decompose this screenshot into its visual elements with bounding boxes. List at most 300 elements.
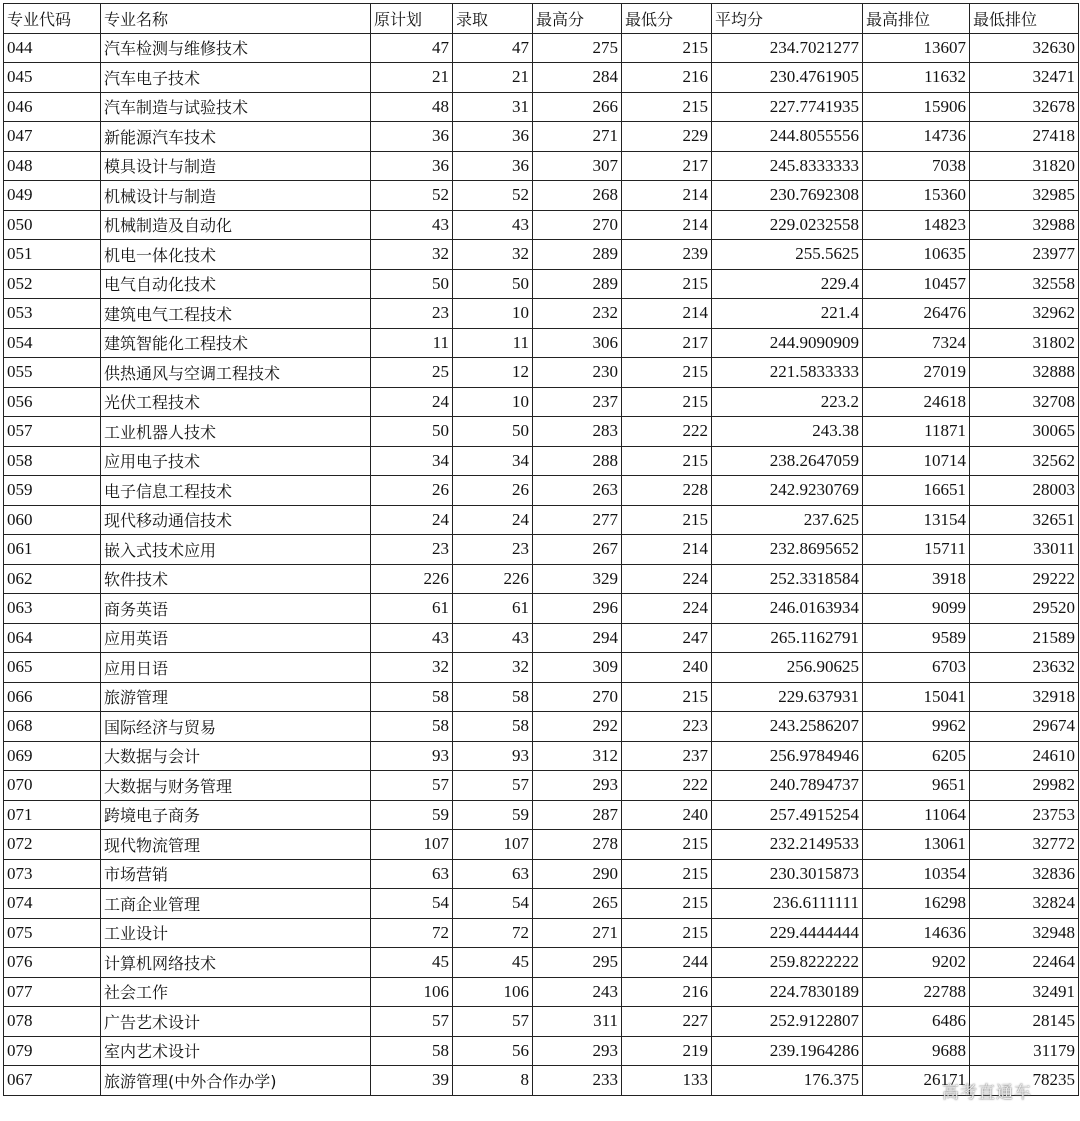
cell-bottom-rank: 32471 [970,63,1079,93]
cell-max-score: 266 [533,92,622,122]
cell-bottom-rank: 32948 [970,918,1079,948]
cell-planned-quota: 57 [371,771,453,801]
cell-major-code: 071 [4,800,101,830]
cell-admitted: 57 [453,771,533,801]
cell-bottom-rank: 32491 [970,977,1079,1007]
cell-planned-quota: 58 [371,682,453,712]
cell-min-score: 215 [622,889,712,919]
table-row [4,269,1079,299]
cell-major-code: 072 [4,830,101,860]
cell-max-score: 267 [533,535,622,565]
cell-max-score: 294 [533,623,622,653]
table-row [4,1007,1079,1037]
cell-major-name: 现代物流管理 [101,830,371,860]
cell-min-score: 239 [622,240,712,270]
cell-min-score: 215 [622,859,712,889]
cell-min-score: 227 [622,1007,712,1037]
cell-top-rank: 15041 [863,682,970,712]
table-row [4,535,1079,565]
cell-max-score: 289 [533,240,622,270]
cell-max-score: 293 [533,771,622,801]
cell-admitted: 72 [453,918,533,948]
column-header-min-score: 最低分 [622,4,712,34]
cell-major-name: 新能源汽车技术 [101,122,371,152]
table-row [4,151,1079,181]
cell-bottom-rank: 32772 [970,830,1079,860]
column-header-planned-quota: 原计划 [371,4,453,34]
cell-admitted: 32 [453,653,533,683]
table-row [4,63,1079,93]
cell-bottom-rank: 32985 [970,181,1079,211]
cell-bottom-rank: 32558 [970,269,1079,299]
cell-major-name: 模具设计与制造 [101,151,371,181]
cell-major-name: 大数据与财务管理 [101,771,371,801]
cell-admitted: 226 [453,564,533,594]
cell-planned-quota: 58 [371,712,453,742]
cell-planned-quota: 32 [371,240,453,270]
cell-top-rank: 26171 [863,1066,970,1096]
cell-avg-score: 229.637931 [712,682,863,712]
cell-top-rank: 6205 [863,741,970,771]
cell-bottom-rank: 22464 [970,948,1079,978]
cell-major-code: 067 [4,1066,101,1096]
table-row [4,505,1079,535]
cell-min-score: 215 [622,92,712,122]
table-row [4,1036,1079,1066]
cell-max-score: 265 [533,889,622,919]
cell-top-rank: 11632 [863,63,970,93]
cell-max-score: 290 [533,859,622,889]
cell-avg-score: 237.625 [712,505,863,535]
cell-max-score: 292 [533,712,622,742]
cell-bottom-rank: 31802 [970,328,1079,358]
table-row [4,299,1079,329]
cell-top-rank: 7324 [863,328,970,358]
cell-major-name: 现代移动通信技术 [101,505,371,535]
cell-avg-score: 232.2149533 [712,830,863,860]
cell-max-score: 271 [533,918,622,948]
cell-admitted: 43 [453,210,533,240]
cell-max-score: 329 [533,564,622,594]
cell-planned-quota: 32 [371,653,453,683]
admission-score-table-container [3,3,1079,1096]
cell-bottom-rank: 29674 [970,712,1079,742]
cell-major-name: 应用英语 [101,623,371,653]
cell-major-code: 059 [4,476,101,506]
cell-avg-score: 256.90625 [712,653,863,683]
cell-major-code: 048 [4,151,101,181]
cell-planned-quota: 36 [371,151,453,181]
cell-major-name: 光伏工程技术 [101,387,371,417]
cell-avg-score: 244.8055556 [712,122,863,152]
cell-max-score: 230 [533,358,622,388]
cell-major-code: 046 [4,92,101,122]
cell-avg-score: 246.0163934 [712,594,863,624]
cell-bottom-rank: 28003 [970,476,1079,506]
cell-admitted: 50 [453,417,533,447]
cell-bottom-rank: 29520 [970,594,1079,624]
cell-admitted: 36 [453,122,533,152]
cell-planned-quota: 25 [371,358,453,388]
cell-max-score: 309 [533,653,622,683]
cell-major-name: 大数据与会计 [101,741,371,771]
cell-major-code: 050 [4,210,101,240]
cell-major-name: 工商企业管理 [101,889,371,919]
cell-top-rank: 13607 [863,33,970,63]
cell-min-score: 214 [622,210,712,240]
cell-major-code: 066 [4,682,101,712]
cell-max-score: 232 [533,299,622,329]
cell-top-rank: 9202 [863,948,970,978]
cell-top-rank: 13061 [863,830,970,860]
table-row [4,417,1079,447]
cell-avg-score: 236.6111111 [712,889,863,919]
cell-max-score: 263 [533,476,622,506]
column-header-major-code: 专业代码 [4,4,101,34]
cell-bottom-rank: 31179 [970,1036,1079,1066]
cell-major-name: 国际经济与贸易 [101,712,371,742]
cell-top-rank: 26476 [863,299,970,329]
cell-planned-quota: 226 [371,564,453,594]
cell-planned-quota: 21 [371,63,453,93]
table-row [4,859,1079,889]
cell-avg-score: 232.8695652 [712,535,863,565]
cell-major-name: 电气自动化技术 [101,269,371,299]
cell-min-score: 215 [622,446,712,476]
cell-planned-quota: 48 [371,92,453,122]
cell-min-score: 215 [622,505,712,535]
cell-admitted: 58 [453,682,533,712]
cell-admitted: 34 [453,446,533,476]
cell-min-score: 229 [622,122,712,152]
cell-max-score: 296 [533,594,622,624]
cell-avg-score: 240.7894737 [712,771,863,801]
cell-top-rank: 14636 [863,918,970,948]
cell-avg-score: 244.9090909 [712,328,863,358]
cell-top-rank: 15360 [863,181,970,211]
header-row [4,4,1079,34]
cell-min-score: 217 [622,328,712,358]
cell-min-score: 215 [622,830,712,860]
cell-top-rank: 6486 [863,1007,970,1037]
cell-max-score: 287 [533,800,622,830]
cell-avg-score: 224.7830189 [712,977,863,1007]
cell-min-score: 222 [622,417,712,447]
cell-min-score: 240 [622,653,712,683]
cell-major-name: 室内艺术设计 [101,1036,371,1066]
cell-top-rank: 24618 [863,387,970,417]
cell-planned-quota: 36 [371,122,453,152]
cell-major-code: 051 [4,240,101,270]
cell-min-score: 222 [622,771,712,801]
cell-major-name: 跨境电子商务 [101,800,371,830]
cell-major-name: 机械制造及自动化 [101,210,371,240]
cell-top-rank: 15711 [863,535,970,565]
cell-top-rank: 10457 [863,269,970,299]
cell-top-rank: 16651 [863,476,970,506]
table-row [4,800,1079,830]
cell-admitted: 11 [453,328,533,358]
cell-planned-quota: 26 [371,476,453,506]
table-row [4,1066,1079,1096]
cell-top-rank: 9651 [863,771,970,801]
cell-avg-score: 257.4915254 [712,800,863,830]
cell-top-rank: 13154 [863,505,970,535]
cell-min-score: 223 [622,712,712,742]
cell-avg-score: 265.1162791 [712,623,863,653]
cell-avg-score: 245.8333333 [712,151,863,181]
cell-max-score: 270 [533,210,622,240]
cell-bottom-rank: 30065 [970,417,1079,447]
cell-top-rank: 10714 [863,446,970,476]
cell-major-name: 汽车电子技术 [101,63,371,93]
cell-bottom-rank: 32678 [970,92,1079,122]
cell-admitted: 58 [453,712,533,742]
cell-major-code: 055 [4,358,101,388]
table-row [4,564,1079,594]
cell-major-code: 073 [4,859,101,889]
cell-min-score: 215 [622,682,712,712]
cell-admitted: 63 [453,859,533,889]
cell-bottom-rank: 32988 [970,210,1079,240]
table-row [4,387,1079,417]
cell-bottom-rank: 32562 [970,446,1079,476]
cell-planned-quota: 58 [371,1036,453,1066]
table-row [4,623,1079,653]
cell-admitted: 50 [453,269,533,299]
cell-major-name: 计算机网络技术 [101,948,371,978]
cell-planned-quota: 34 [371,446,453,476]
table-row [4,33,1079,63]
table-row [4,830,1079,860]
cell-planned-quota: 54 [371,889,453,919]
cell-admitted: 26 [453,476,533,506]
cell-min-score: 217 [622,151,712,181]
cell-major-code: 077 [4,977,101,1007]
cell-max-score: 233 [533,1066,622,1096]
cell-bottom-rank: 28145 [970,1007,1079,1037]
cell-top-rank: 9962 [863,712,970,742]
cell-admitted: 43 [453,623,533,653]
cell-avg-score: 227.7741935 [712,92,863,122]
cell-major-code: 045 [4,63,101,93]
cell-bottom-rank: 32824 [970,889,1079,919]
cell-avg-score: 252.9122807 [712,1007,863,1037]
column-header-max-score: 最高分 [533,4,622,34]
cell-admitted: 21 [453,63,533,93]
cell-min-score: 247 [622,623,712,653]
cell-admitted: 23 [453,535,533,565]
cell-major-name: 机电一体化技术 [101,240,371,270]
cell-avg-score: 223.2 [712,387,863,417]
cell-major-code: 054 [4,328,101,358]
cell-top-rank: 10635 [863,240,970,270]
cell-major-name: 应用电子技术 [101,446,371,476]
cell-min-score: 224 [622,564,712,594]
cell-planned-quota: 39 [371,1066,453,1096]
cell-major-code: 070 [4,771,101,801]
cell-major-code: 068 [4,712,101,742]
admission-score-table [3,3,1079,1096]
cell-max-score: 275 [533,33,622,63]
cell-top-rank: 15906 [863,92,970,122]
cell-major-code: 056 [4,387,101,417]
cell-bottom-rank: 32651 [970,505,1079,535]
cell-planned-quota: 59 [371,800,453,830]
cell-planned-quota: 106 [371,977,453,1007]
cell-admitted: 10 [453,387,533,417]
table-row [4,741,1079,771]
cell-min-score: 216 [622,977,712,1007]
cell-min-score: 215 [622,33,712,63]
table-row [4,181,1079,211]
cell-avg-score: 230.3015873 [712,859,863,889]
table-row [4,977,1079,1007]
column-header-admitted: 录取 [453,4,533,34]
cell-planned-quota: 50 [371,269,453,299]
cell-major-name: 机械设计与制造 [101,181,371,211]
cell-major-name: 电子信息工程技术 [101,476,371,506]
cell-bottom-rank: 21589 [970,623,1079,653]
cell-admitted: 36 [453,151,533,181]
cell-top-rank: 16298 [863,889,970,919]
cell-top-rank: 9589 [863,623,970,653]
table-body [4,33,1079,1095]
cell-major-code: 053 [4,299,101,329]
cell-major-name: 广告艺术设计 [101,1007,371,1037]
cell-avg-score: 229.4444444 [712,918,863,948]
cell-admitted: 8 [453,1066,533,1096]
cell-avg-score: 234.7021277 [712,33,863,63]
cell-major-code: 076 [4,948,101,978]
cell-bottom-rank: 23632 [970,653,1079,683]
cell-major-code: 063 [4,594,101,624]
cell-top-rank: 7038 [863,151,970,181]
cell-min-score: 214 [622,535,712,565]
column-header-avg-score: 平均分 [712,4,863,34]
cell-avg-score: 243.2586207 [712,712,863,742]
cell-planned-quota: 23 [371,299,453,329]
table-row [4,712,1079,742]
table-row [4,210,1079,240]
cell-max-score: 237 [533,387,622,417]
cell-max-score: 311 [533,1007,622,1037]
cell-admitted: 31 [453,92,533,122]
cell-top-rank: 11064 [863,800,970,830]
cell-major-name: 汽车检测与维修技术 [101,33,371,63]
cell-avg-score: 255.5625 [712,240,863,270]
cell-planned-quota: 57 [371,1007,453,1037]
table-row [4,328,1079,358]
cell-top-rank: 9688 [863,1036,970,1066]
cell-admitted: 107 [453,830,533,860]
cell-max-score: 293 [533,1036,622,1066]
cell-avg-score: 238.2647059 [712,446,863,476]
cell-planned-quota: 72 [371,918,453,948]
cell-major-code: 075 [4,918,101,948]
cell-admitted: 24 [453,505,533,535]
cell-planned-quota: 43 [371,623,453,653]
cell-min-score: 215 [622,358,712,388]
cell-planned-quota: 45 [371,948,453,978]
cell-planned-quota: 93 [371,741,453,771]
cell-avg-score: 252.3318584 [712,564,863,594]
cell-major-name: 市场营销 [101,859,371,889]
cell-max-score: 243 [533,977,622,1007]
cell-admitted: 61 [453,594,533,624]
cell-top-rank: 3918 [863,564,970,594]
cell-max-score: 271 [533,122,622,152]
cell-admitted: 32 [453,240,533,270]
cell-min-score: 224 [622,594,712,624]
cell-planned-quota: 50 [371,417,453,447]
cell-bottom-rank: 23753 [970,800,1079,830]
watermark: 高考直通车 [942,1083,1032,1103]
cell-planned-quota: 63 [371,859,453,889]
cell-bottom-rank: 32708 [970,387,1079,417]
cell-avg-score: 176.375 [712,1066,863,1096]
table-row [4,771,1079,801]
cell-max-score: 306 [533,328,622,358]
cell-avg-score: 256.9784946 [712,741,863,771]
cell-planned-quota: 24 [371,505,453,535]
cell-bottom-rank: 31820 [970,151,1079,181]
cell-major-code: 052 [4,269,101,299]
cell-max-score: 289 [533,269,622,299]
cell-major-code: 060 [4,505,101,535]
cell-top-rank: 14823 [863,210,970,240]
cell-planned-quota: 11 [371,328,453,358]
cell-planned-quota: 47 [371,33,453,63]
cell-avg-score: 221.4 [712,299,863,329]
cell-admitted: 57 [453,1007,533,1037]
column-header-top-rank: 最高排位 [863,4,970,34]
cell-max-score: 283 [533,417,622,447]
cell-bottom-rank: 24610 [970,741,1079,771]
cell-min-score: 216 [622,63,712,93]
cell-planned-quota: 52 [371,181,453,211]
cell-admitted: 93 [453,741,533,771]
cell-max-score: 268 [533,181,622,211]
table-row [4,594,1079,624]
cell-min-score: 240 [622,800,712,830]
cell-max-score: 277 [533,505,622,535]
table-row [4,92,1079,122]
cell-avg-score: 242.9230769 [712,476,863,506]
cell-min-score: 215 [622,387,712,417]
cell-min-score: 237 [622,741,712,771]
cell-admitted: 10 [453,299,533,329]
cell-avg-score: 229.0232558 [712,210,863,240]
cell-major-name: 建筑智能化工程技术 [101,328,371,358]
cell-max-score: 307 [533,151,622,181]
cell-major-code: 065 [4,653,101,683]
cell-avg-score: 230.4761905 [712,63,863,93]
table-row [4,358,1079,388]
cell-planned-quota: 43 [371,210,453,240]
cell-planned-quota: 107 [371,830,453,860]
cell-avg-score: 259.8222222 [712,948,863,978]
cell-bottom-rank: 32918 [970,682,1079,712]
cell-max-score: 312 [533,741,622,771]
table-row [4,889,1079,919]
table-row [4,948,1079,978]
cell-bottom-rank: 29982 [970,771,1079,801]
cell-major-name: 汽车制造与试验技术 [101,92,371,122]
cell-avg-score: 229.4 [712,269,863,299]
cell-min-score: 228 [622,476,712,506]
table-row [4,476,1079,506]
